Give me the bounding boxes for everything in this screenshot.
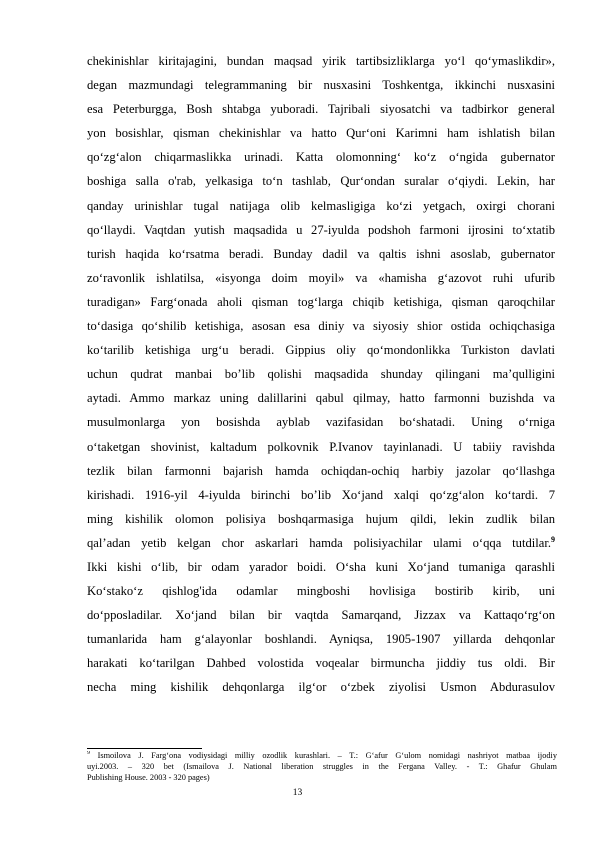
body-line: tezlik bilan farmonni bajarish hamda ochiqdan-ochiq harbiy jazolar qo‘llashga <box>87 463 555 478</box>
body-line: necha ming kishilik dehqonlarga ilg‘or o‘zbek ziyolisi Usmon Abdurasulov <box>87 680 555 695</box>
body-line: harakati ko‘tarilgan Dahbed volostida voqealar birmuncha jiddiy tus oldi. Bir <box>87 656 555 671</box>
body-line: degan mazmundagi telegrammaning bir nusxasini Toshkentga, ikkinchi nusxasini <box>87 78 555 93</box>
body-line: aytadi. Ammo markaz uning dalillarini qabul qilmay, hatto farmonni buzishda va <box>87 391 555 406</box>
body-text <box>87 49 555 700</box>
body-line: turish haqida ko‘rsatma beradi. Bunday dadil va qaltis ishni asoslab, gubernator <box>87 246 555 261</box>
body-line: chekinishlar kiritajagini, bundan maqsad yirik tartibsizliklarga yo‘l qo‘ymaslikdir», <box>87 54 555 68</box>
footnote-separator <box>87 748 202 749</box>
body-line: musulmonlarga yon bosishda ayblab vazifasidan bo‘shatadi. Uning o‘rniga <box>87 415 555 430</box>
body-line-text: qal’adan yetib kelgan chor askarlari hamda polisiyachilar ulami o‘qqa tutdilar. <box>87 535 551 550</box>
body-line: ko‘tarilib ketishiga urg‘u beradi. Gippius oliy qo‘mondonlikka Turkiston davlati <box>87 343 555 358</box>
body-line: zo‘ravonlik ishlatilsa, «isyonga doim moyil» va «hamisha g‘azovot ruhi ufurib <box>87 270 555 285</box>
body-line: do‘pposladilar. Xo‘jand bilan bir vaqtda Samarqand, Jizzax va Kattaqo‘rg‘on <box>87 608 555 623</box>
body-line <box>87 531 555 555</box>
body-line: esa Peterburgga, Bosh shtabga yuboradi. Tajribali siyosatchi va tadbirkor general <box>87 102 555 117</box>
body-line: Ko‘stako‘z qishlog'ida odamlar mingboshi hovlisiga bostirib kirib, uni <box>87 584 555 599</box>
body-line: qo‘llaydi. Vaqtdan yutish maqsadida u 27-iyulda podshoh farmoni ijrosini to‘xtatib <box>87 222 555 237</box>
footnote-line: Publishing House. 2003 - 320 pages) <box>87 772 210 782</box>
body-line: ming kishilik olomon polisiya boshqarmasiga hujum qildi, lekin zudlik bilan <box>87 511 555 526</box>
body-line: turadigan» Farg‘onada aholi qisman tog‘larga chiqib ketishiga, qisman qaroqchilar <box>87 294 555 309</box>
body-line: kirishadi. 1916-yil 4-iyulda birinchi bo’lib Xo‘jand xalqi qo‘zg‘alon ko‘tardi. 7 <box>87 487 555 502</box>
body-line: qanday urinishlar tugal natijaga olib kelmasligiga ko‘zi yetgach, oxirgi chorani <box>87 198 555 213</box>
footnote-reference[interactable]: 9 <box>551 534 555 544</box>
page-number: 13 <box>292 788 303 798</box>
footnote <box>87 751 557 783</box>
footnote-marker: 9 <box>87 751 90 757</box>
body-line: boshiga salla o'rab, yelkasiga to‘n tashlab, Qur‘ondan suralar o‘qiydi. Lekin, har <box>87 174 555 189</box>
body-line: o‘taketgan shovinist, kaltadum polkovnik P.Ivanov tayinlanadi. U tabiiy ravishda <box>87 439 555 454</box>
body-line: qo‘zg‘alon chiqarmaslikka urinadi. Katta olomonning‘ ko‘z o‘ngida gubernator <box>87 150 555 165</box>
footnote-line: uyi.2003. – 320 bet (Ismailova J. National liberation struggles in the Fergana Valley. - T.: Ghafur Ghulam <box>87 761 557 771</box>
body-line: to‘dasiga qo‘shilib ketishiga, asosan esa diniy va siyosiy shior ostida ochiqchasiga <box>87 319 555 334</box>
footnote-line <box>87 751 557 762</box>
body-line: Ikki kishi o‘lib, bir odam yarador boidi. O‘sha kuni Xo‘jand tumaniga qarashli <box>87 559 555 574</box>
body-line: uchun qudrat manbai bo’lib qolishi maqsadida shunday qilingani ma’qulligini <box>87 367 555 382</box>
footnote-line-text: Ismoilova J. Farg‘ona vodiysidagi milliy ozodlik kurashlari. – T.: G‘afur G‘ulom nomidagi nashriyot matbaa ijodiy <box>90 751 557 760</box>
body-line: tumanlarida ham g‘alayonlar boshlandi. Ayniqsa, 1905-1907 yillarda dehqonlar <box>87 632 555 647</box>
body-line: yon bosishlar, qisman chekinishlar va hatto Qur‘oni Karimni ham ishlatish bilan <box>87 126 555 141</box>
